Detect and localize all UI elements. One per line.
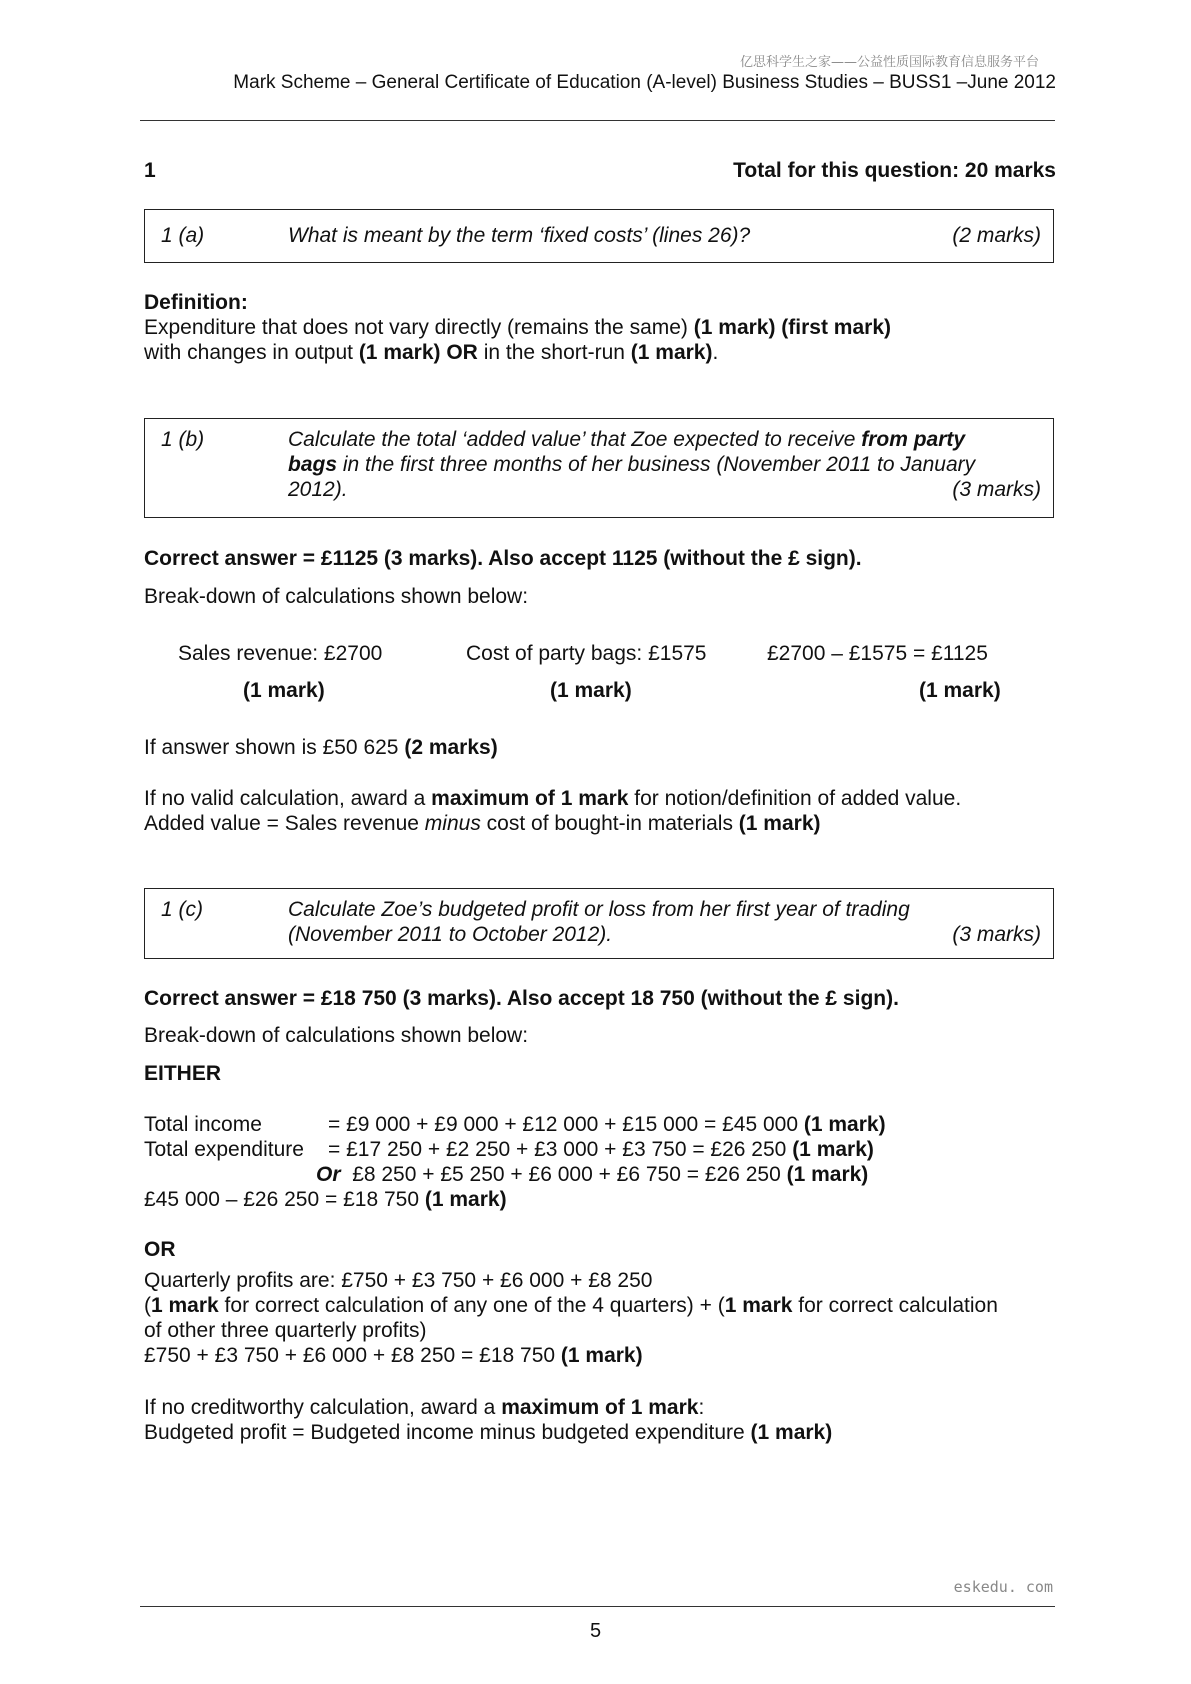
quarterly-other: of other three quarterly profits) xyxy=(144,1319,427,1342)
definition-end: . xyxy=(712,341,719,364)
calc-cost-party-bags: Cost of party bags: £1575 xyxy=(466,642,707,665)
no-credit-line xyxy=(144,1395,704,1420)
definition-marks-2a: (1 mark) OR xyxy=(358,341,478,364)
question-b-text-2: in the first three months of her business (November 2011 to January xyxy=(337,453,976,476)
q-open: ( xyxy=(144,1294,151,1317)
definition-marks-2b: (1 mark) xyxy=(630,341,713,364)
result-calc: £45 000 – £26 250 = £18 750 xyxy=(144,1188,425,1211)
no-valid-line xyxy=(144,786,961,811)
question-b-bold-2: bags xyxy=(288,453,338,476)
definition-text-1: Expenditure that does not vary directly (remains the same) xyxy=(144,316,694,339)
added-value-italic: minus xyxy=(424,812,481,835)
footer-rule xyxy=(140,1606,1055,1607)
definition-line-2 xyxy=(144,340,718,365)
question-b-text-3: 2012). xyxy=(288,478,348,501)
alt-answer-text: If answer shown is £50 625 xyxy=(144,736,405,759)
breakdown-intro-c: Break-down of calculations shown below: xyxy=(144,1024,529,1047)
or-calc: £8 250 + £5 250 + £6 000 + £6 750 = £26 250 xyxy=(352,1163,787,1186)
question-box-c xyxy=(144,888,1054,959)
added-value-line xyxy=(144,811,821,836)
added-value-text-2: cost of bought-in materials xyxy=(480,812,739,835)
question-box-b xyxy=(144,418,1054,518)
q-bold-1: 1 mark xyxy=(151,1294,219,1317)
alt-answer-line xyxy=(144,735,498,760)
expenditure-label: Total expenditure xyxy=(144,1138,304,1161)
question-text-c xyxy=(288,897,1045,947)
question-c-text-1: Calculate Zoe’s budgeted profit or loss from her first year of trading xyxy=(288,898,910,921)
quarterly-line: Quarterly profits are: £750 + £3 750 + £6 000 + £8 250 xyxy=(144,1269,653,1292)
question-text-b xyxy=(288,427,1045,502)
calc-mark-3: (1 mark) xyxy=(919,679,1001,702)
definition-line-1 xyxy=(144,315,891,340)
calc-mark-2: (1 mark) xyxy=(550,679,632,702)
income-mark: (1 mark) xyxy=(803,1113,886,1136)
or-mark: (1 mark) xyxy=(786,1163,869,1186)
q-text-1: for correct calculation of any one of the 4 quarters) + ( xyxy=(218,1294,725,1317)
income-calc-line xyxy=(328,1112,886,1137)
calc-sales-revenue: Sales revenue: £2700 xyxy=(178,642,383,665)
question-box-a xyxy=(144,209,1054,263)
alt-answer-marks: (2 marks) xyxy=(404,736,498,759)
expenditure-calc-line xyxy=(328,1137,874,1162)
question-number-b: 1 (b) xyxy=(161,428,205,451)
question-c-text-2: (November 2011 to October 2012). xyxy=(288,923,613,946)
correct-answer-b: Correct answer = £1125 (3 marks). Also accept 1125 (without the £ sign). xyxy=(144,547,862,570)
added-value-mark: (1 mark) xyxy=(738,812,821,835)
quarterly-marks-line xyxy=(144,1293,998,1318)
question-number: 1 xyxy=(144,159,156,182)
budget-text: Budgeted profit = Budgeted income minus budgeted expenditure xyxy=(144,1421,751,1444)
or-heading: OR xyxy=(144,1238,176,1261)
page-number: 5 xyxy=(589,1620,602,1642)
no-valid-text-1: If no valid calculation, award a xyxy=(144,787,432,810)
question-b-text-1: Calculate the total ‘added value’ that Zoe expected to receive xyxy=(288,428,862,451)
no-credit-bold: maximum of 1 mark xyxy=(501,1396,699,1419)
no-valid-bold: maximum of 1 mark xyxy=(431,787,629,810)
q-bold-2: 1 mark xyxy=(724,1294,793,1317)
footer-watermark: eskedu. com xyxy=(953,1578,1053,1596)
no-credit-text-2: : xyxy=(698,1396,705,1419)
question-marks-b: (3 marks) xyxy=(952,478,1041,501)
added-value-text-1: Added value = Sales revenue xyxy=(144,812,425,835)
income-label: Total income xyxy=(144,1113,262,1136)
expenditure-mark: (1 mark) xyxy=(792,1138,874,1161)
quarterly-sum-line xyxy=(144,1343,643,1368)
q-text-2: for correct calculation xyxy=(792,1294,998,1317)
result-line xyxy=(144,1187,507,1212)
definition-text-2a: with changes in output xyxy=(144,341,359,364)
definition-marks-1: (1 mark) (first mark) xyxy=(693,316,891,339)
breakdown-intro-b: Break-down of calculations shown below: xyxy=(144,585,529,608)
q-sum: £750 + £3 750 + £6 000 + £8 250 = £18 750 xyxy=(144,1344,561,1367)
question-number-a: 1 (a) xyxy=(161,224,205,247)
calc-added-value: £2700 – £1575 = £1125 xyxy=(767,642,988,665)
question-b-bold-1: from party xyxy=(861,428,966,451)
header-watermark: 亿思科学生之家——公益性质国际教育信息服务平台 xyxy=(739,55,1039,70)
no-valid-text-2: for notion/definition of added value. xyxy=(628,787,962,810)
question-text-a: What is meant by the term ‘fixed costs’ (lines 26)? xyxy=(288,224,751,247)
definition-heading: Definition: xyxy=(144,291,248,314)
question-marks-a: (2 marks) xyxy=(952,224,1041,247)
budget-mark: (1 mark) xyxy=(750,1421,833,1444)
income-calc: = £9 000 + £9 000 + £12 000 + £15 000 = £45 000 xyxy=(328,1113,804,1136)
question-number-c: 1 (c) xyxy=(161,898,203,921)
question-marks-c: (3 marks) xyxy=(952,923,1041,946)
either-heading: EITHER xyxy=(144,1062,222,1085)
calc-mark-1: (1 mark) xyxy=(243,679,325,702)
budget-line xyxy=(144,1420,832,1445)
no-credit-text-1: If no creditworthy calculation, award a xyxy=(144,1396,502,1419)
header-title: Mark Scheme – General Certificate of Education (A-level) Business Studies – BUSS1 –June 2012 xyxy=(233,72,1056,93)
header-rule xyxy=(140,120,1055,121)
or-calc-line xyxy=(316,1162,868,1187)
result-mark: (1 mark) xyxy=(424,1188,507,1211)
question-total: Total for this question: 20 marks xyxy=(733,159,1056,182)
q-sum-mark: (1 mark) xyxy=(560,1344,643,1367)
correct-answer-c: Correct answer = £18 750 (3 marks). Also accept 18 750 (without the £ sign). xyxy=(144,987,899,1010)
or-inline: Or xyxy=(316,1163,341,1186)
definition-text-2b: in the short-run xyxy=(477,341,631,364)
expenditure-calc: = £17 250 + £2 250 + £3 000 + £3 750 = £26 250 xyxy=(328,1138,793,1161)
